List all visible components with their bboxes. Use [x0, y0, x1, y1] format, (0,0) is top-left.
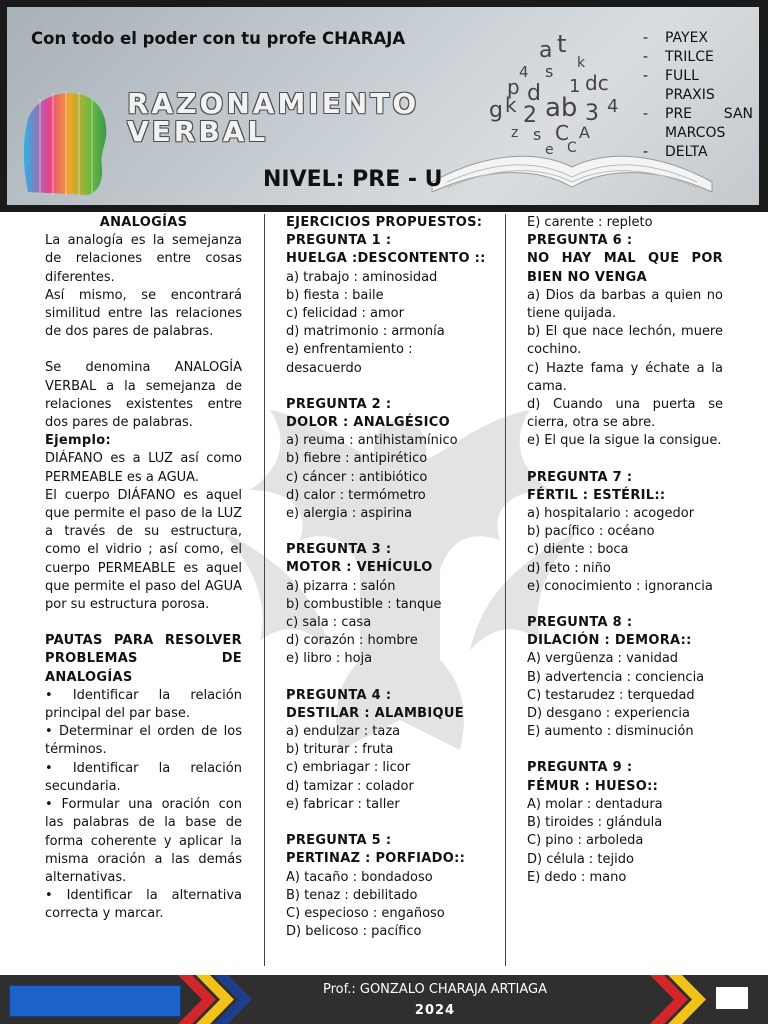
option: E) dedo : mano: [527, 869, 627, 885]
svg-text:a: a: [539, 38, 553, 63]
page-title: [127, 87, 420, 148]
column-divider: [264, 214, 265, 966]
header-banner: [0, 0, 768, 212]
option: C) pino : arboleda: [527, 833, 644, 849]
option: a) Dios da barbas a quien no tiene quijada.: [527, 287, 723, 322]
svg-text:s: s: [533, 125, 542, 144]
option: A) tacaño : bondadoso: [286, 869, 433, 885]
rule-item: • Determinar el orden de los términos.: [45, 724, 242, 758]
option: d) tamizar : colador: [286, 778, 414, 794]
title-line-2: VERBAL: [127, 115, 269, 148]
option: a) hospitalario : acogedor: [527, 506, 695, 522]
svg-text:2: 2: [523, 103, 537, 128]
question-label: PREGUNTA 9 :: [527, 760, 633, 776]
rule-item: • Identificar la relación secundaria.: [45, 760, 242, 794]
footer-chevron-stripes-icon: [178, 975, 268, 1024]
question-label: PREGUNTA 5 :: [286, 833, 392, 849]
question-label: PREGUNTA 6 :: [527, 233, 633, 249]
option: A) vergüenza : vanidad: [527, 651, 679, 667]
option: D) desgano : experiencia: [527, 706, 690, 722]
footer-blue-bar: [9, 985, 181, 1017]
option: e) enfrentamiento : desacuerdo: [286, 342, 413, 376]
question-base-pair: PERTINAZ : PORFIADO::: [286, 851, 466, 867]
title-line-1: RAZONAMIENTO: [127, 87, 420, 120]
option: a) endulzar : taza: [286, 724, 401, 740]
institution-list: [643, 29, 753, 162]
question-3: [286, 541, 486, 668]
question-base-pair: MOTOR : VEHÍCULO: [286, 560, 433, 576]
column-theory: [45, 214, 242, 924]
svg-text:dc: dc: [585, 71, 609, 95]
svg-text:4: 4: [607, 96, 619, 117]
option: D) belicoso : pacífico: [286, 924, 422, 940]
svg-text:e: e: [545, 142, 554, 158]
option: e) alergia : aspirina: [286, 506, 413, 522]
question-1: [286, 232, 486, 378]
option: c) sala : casa: [286, 615, 372, 631]
rules-heading: PAUTAS PARA RESOLVER PROBLEMAS DE ANALOGÍAS: [45, 633, 242, 685]
column-exercises-2: [527, 214, 723, 887]
svg-text:p: p: [507, 75, 520, 99]
option: E) aumento : disminución: [527, 724, 694, 740]
example-line: DIÁFANO es a LUZ así como PERMEABLE es a AGUA.: [45, 451, 242, 485]
question-label: PREGUNTA 1 :: [286, 233, 392, 249]
svg-text:ab: ab: [545, 93, 578, 123]
institution-item: - PRE SAN MARCOS: [643, 106, 753, 141]
institution-item: - TRILCE: [643, 49, 714, 65]
option: a) pizarra : salón: [286, 578, 396, 594]
question-base-pair: FÉRTIL : ESTÉRIL::: [527, 487, 666, 503]
svg-text:d: d: [527, 81, 541, 106]
institution-item: - FULL PRAXIS: [643, 68, 715, 103]
option: a) reuma : antihistamínico: [286, 433, 458, 449]
section-heading-analogias: ANALOGÍAS: [99, 215, 188, 230]
svg-text:k: k: [577, 55, 586, 71]
question-base-proverb: NO HAY MAL QUE POR BIEN NO VENGA: [527, 251, 723, 285]
footer-year: 2024: [414, 1003, 456, 1018]
svg-text:t: t: [557, 32, 567, 58]
option: B) tenaz : debilitado: [286, 887, 418, 903]
question-base-pair: HUELGA :DESCONTENTO ::: [286, 251, 486, 267]
option: b) fiebre : antipirético: [286, 451, 428, 467]
option: c) cáncer : antibiótico: [286, 469, 428, 485]
level-label: NIVEL: PRE - U: [263, 167, 443, 192]
column-exercises-1: [286, 214, 486, 941]
header-panel: [7, 7, 759, 205]
rule-item: • Identificar la alternativa correcta y marcar.: [45, 888, 242, 922]
option: c) diente : boca: [527, 542, 629, 558]
question-label: PREGUNTA 4 :: [286, 687, 392, 703]
option: e) conocimiento : ignorancia: [527, 578, 713, 594]
paragraph: Así mismo, se encontrará similitud entre las relaciones de dos pares de palabras.: [45, 287, 242, 340]
institution-item: - PAYEX: [643, 30, 709, 46]
option: a) trabajo : aminosidad: [286, 269, 438, 285]
option: b) combustible : tanque: [286, 596, 442, 612]
option: d) corazón : hombre: [286, 633, 418, 649]
example-explanation: El cuerpo DIÁFANO es aquel que permite el paso de la LUZ a través de su estructura, como el vidrio ; así como, el cuerpo PERMEABLE es aquel que permite el paso del AGUA por su estructura porosa.: [45, 487, 242, 613]
option: c) felicidad : amor: [286, 306, 404, 322]
svg-text:C: C: [567, 140, 577, 156]
question-base-pair: DESTILAR : ALAMBIQUE: [286, 705, 464, 721]
footer-chevron-stripes-right-icon: [640, 975, 710, 1024]
question-base-pair: FÉMUR : HUESO::: [527, 778, 659, 794]
question-2: [286, 396, 486, 523]
option: d) matrimonio : armonía: [286, 324, 445, 340]
option: c) Hazte fama y échate a la cama.: [527, 360, 723, 394]
svg-text:s: s: [545, 62, 554, 81]
paragraph: Se denomina ANALOGÍA VERBAL a la semejanza de relaciones existentes entre dos pares de palabras.: [45, 360, 242, 431]
question-base-pair: DOLOR : ANALGÉSICO: [286, 415, 451, 431]
question-label: PREGUNTA 7 :: [527, 469, 633, 485]
option: A) molar : dentadura: [527, 796, 663, 812]
option: c) embriagar : licor: [286, 760, 411, 776]
question-9: [527, 759, 723, 886]
option: d) calor : termómetro: [286, 487, 426, 503]
rule-item: • Identificar la relación principal del par base.: [45, 687, 242, 722]
svg-text:A: A: [579, 123, 590, 142]
question-label: PREGUNTA 2 :: [286, 396, 392, 412]
svg-text:g: g: [489, 98, 503, 123]
svg-text:k: k: [505, 93, 517, 117]
column-divider: [505, 214, 506, 966]
svg-text:3: 3: [585, 101, 599, 126]
option: C) testarudez : terquedad: [527, 687, 695, 703]
option: e) El que la sigue la consigue.: [527, 433, 722, 449]
institution-item: - DELTA: [643, 144, 708, 160]
author-name: Prof.: GONZALO CHARAJA ARTIAGA: [322, 982, 548, 997]
svg-text:z: z: [511, 125, 519, 141]
exercises-title: EJERCICIOS PROPUESTOS:: [286, 215, 483, 230]
question-5: [286, 832, 486, 941]
question-label: PREGUNTA 3 :: [286, 542, 392, 558]
option: b) triturar : fruta: [286, 742, 394, 758]
option: b) El que nace lechón, muere cochino.: [527, 324, 723, 358]
option: b) pacífico : océano: [527, 524, 655, 540]
colorful-head-logo-icon: [18, 87, 110, 200]
question-8: [527, 614, 723, 741]
option: e) libro : hoja: [286, 651, 373, 667]
question-6: [527, 232, 723, 450]
option: d) feto : niño: [527, 560, 611, 576]
svg-text:1: 1: [569, 76, 581, 97]
footer-bar: [0, 975, 768, 1024]
footer-white-box: [716, 987, 748, 1009]
question-base-pair: DILACIÓN : DEMORA::: [527, 633, 692, 649]
option: E) carente : repleto: [527, 215, 653, 230]
rule-item: • Formular una oración con las palabras de la base de forma coherente y aplicar la misma oración a las demás alternativas.: [45, 797, 242, 885]
option: d) Cuando una puerta se cierra, otra se abre.: [527, 397, 723, 431]
question-7: [527, 469, 723, 596]
option: D) célula : tejido: [527, 851, 634, 867]
example-label: Ejemplo:: [45, 433, 111, 449]
svg-text:4: 4: [519, 63, 529, 81]
question-4: [286, 687, 486, 814]
paragraph: La analogía es la semejanza de relaciones entre cosas diferentes.: [45, 233, 242, 285]
option: B) tiroides : glándula: [527, 815, 663, 831]
option: B) advertencia : conciencia: [527, 669, 705, 685]
slogan: Con todo el poder con tu profe CHARAJA: [31, 29, 406, 48]
option: b) fiesta : baile: [286, 287, 384, 303]
option: C) especioso : engañoso: [286, 905, 445, 921]
question-label: PREGUNTA 8 :: [527, 615, 633, 631]
option: e) fabricar : taller: [286, 796, 400, 812]
svg-text:C: C: [555, 121, 569, 145]
